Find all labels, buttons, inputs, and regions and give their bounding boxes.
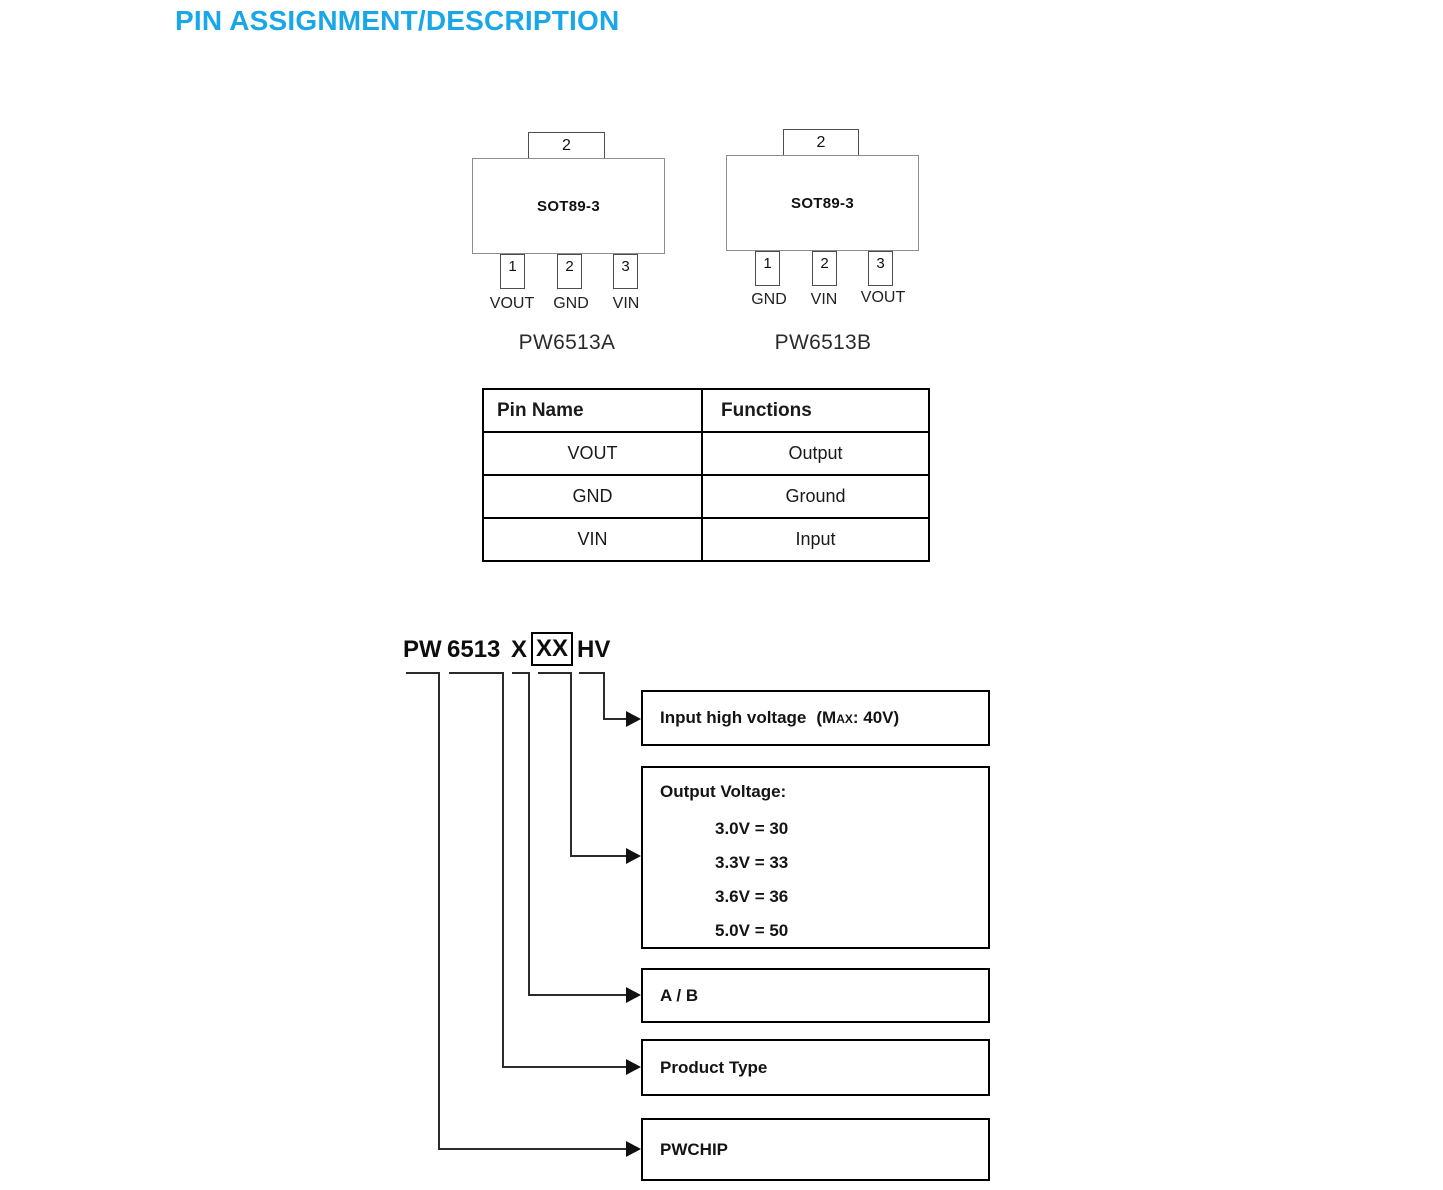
pkg-a-pin-3 xyxy=(613,254,638,289)
vendor-label: PWCHIP xyxy=(660,1139,728,1159)
product-type-label: Product Type xyxy=(660,1057,768,1077)
pkg-b-pin-2-label: VIN xyxy=(810,291,838,308)
part-number-token-xx-boxed: XX xyxy=(531,632,573,666)
pkg-b-pin-3-number: 3 xyxy=(876,255,885,272)
table-row xyxy=(483,475,929,518)
cell-function: Ground xyxy=(702,475,929,518)
table-row xyxy=(483,518,929,561)
part-number-token-pw: PW xyxy=(403,636,442,663)
cell-function: Input xyxy=(702,518,929,561)
pkg-b-tab-pin-number: 2 xyxy=(816,133,826,151)
table-header-row xyxy=(483,389,929,432)
part-number-token-6513: 6513 xyxy=(447,636,501,663)
variant-label: A / B xyxy=(660,985,699,1005)
cell-pin-name: VOUT xyxy=(483,432,702,475)
output-voltage-title: Output Voltage: xyxy=(660,782,787,801)
pkg-b-body xyxy=(726,155,919,251)
pkg-a-pin-1-number: 1 xyxy=(508,258,517,275)
decoder-box-output-voltage xyxy=(641,766,990,949)
decoder-box-input-high-voltage xyxy=(641,690,990,746)
output-voltage-option: 3.6V = 36 xyxy=(715,887,789,906)
pkg-b-pin-3-label: VOUT xyxy=(860,289,906,306)
input-high-voltage-label: Input high voltage xyxy=(660,708,807,727)
pkg-a-pin-2-label: GND xyxy=(553,295,589,312)
cell-function: Output xyxy=(702,432,929,475)
decoder-box-product-type xyxy=(641,1039,990,1096)
pkg-b-name: PW6513B xyxy=(774,331,872,354)
pkg-a-pin-1-label: VOUT xyxy=(489,295,535,312)
cell-pin-name: GND xyxy=(483,475,702,518)
pkg-a-body xyxy=(472,158,665,254)
decoder-box-vendor xyxy=(641,1118,990,1181)
pkg-b-top-tab xyxy=(783,129,859,156)
pkg-a-package-type: SOT89-3 xyxy=(537,197,600,215)
col-header-pin-name: Pin Name xyxy=(483,389,702,432)
pkg-b-pin-3 xyxy=(868,251,893,286)
pin-function-table xyxy=(482,388,930,562)
part-number-token-x: X xyxy=(511,636,528,663)
col-header-functions: Functions xyxy=(702,389,929,432)
pkg-b-pin-1-label: GND xyxy=(751,291,787,308)
pkg-b-package-type: SOT89-3 xyxy=(791,194,854,212)
table-row xyxy=(483,432,929,475)
pkg-b-pin-1-number: 1 xyxy=(763,255,772,272)
pkg-b-pin-1 xyxy=(755,251,780,286)
input-high-voltage-max: (Max: 40V) xyxy=(816,708,900,727)
cell-pin-name: VIN xyxy=(483,518,702,561)
pkg-b-pin-2-number: 2 xyxy=(820,255,829,272)
pkg-a-pin-2-number: 2 xyxy=(565,258,574,275)
output-voltage-option: 5.0V = 50 xyxy=(715,921,789,940)
pkg-b-pin-2 xyxy=(812,251,837,286)
pkg-a-pin-3-number: 3 xyxy=(621,258,630,275)
output-voltage-option: 3.0V = 30 xyxy=(715,819,789,838)
pkg-a-tab-pin-number: 2 xyxy=(562,136,571,154)
pkg-a-pin-2 xyxy=(557,254,582,289)
pkg-a-pin-3-label: VIN xyxy=(612,295,640,312)
output-voltage-option: 3.3V = 33 xyxy=(715,853,789,872)
part-number-token-hv: HV xyxy=(577,636,611,663)
pkg-a-pin-1 xyxy=(500,254,525,289)
decoder-box-variant xyxy=(641,968,990,1023)
pkg-a-name: PW6513A xyxy=(518,331,616,354)
page-title: PIN ASSIGNMENT/DESCRIPTION xyxy=(175,5,620,36)
pkg-a-top-tab xyxy=(528,132,605,159)
